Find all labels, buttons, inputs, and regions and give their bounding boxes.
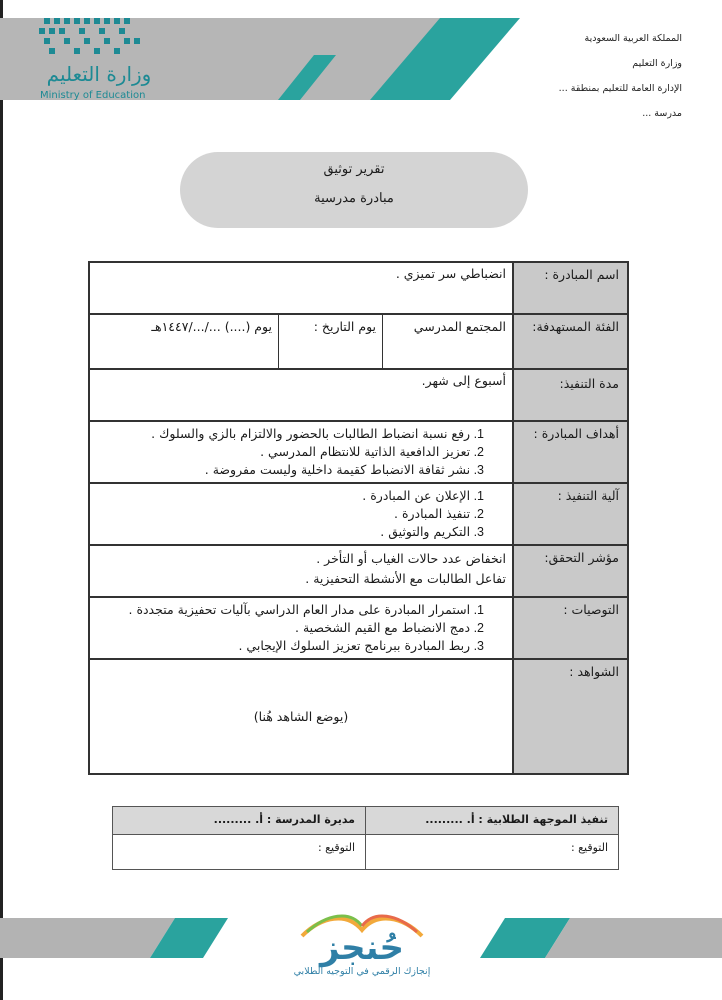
org-line-school: مدرسة ... <box>642 108 682 119</box>
initiative-name-value[interactable]: انضباطي سر تميزي . <box>395 266 506 281</box>
row-target-date <box>90 315 627 370</box>
goal-item: نشر ثقافة الانضباط كقيمة داخلية وليست مفروضة . <box>204 462 471 477</box>
counselor-sign-field[interactable]: التوقيع : <box>570 841 608 854</box>
mechanism-label: آلية التنفيذ : <box>512 484 627 544</box>
evidence-placeholder: (يوضع الشاهد هُنا) <box>253 709 349 724</box>
signature-table <box>112 806 619 870</box>
brand-logo <box>262 908 462 988</box>
indicator-label: مؤشر التحقق: <box>512 546 627 596</box>
evidence-label: الشواهد : <box>512 660 627 773</box>
duration-value[interactable]: أسبوع إلى شهر. <box>421 373 506 388</box>
org-line-country: المملكة العربية السعودية <box>584 33 682 44</box>
recommendations-value[interactable] <box>90 598 512 658</box>
brand-name: حُنجز <box>319 928 405 968</box>
mechanism-item: الإعلان عن المبادرة . <box>362 488 471 503</box>
initiative-name-label: اسم المبادرة : <box>512 263 627 313</box>
row-initiative-name <box>90 263 627 315</box>
goal-item: تعزيز الدافعية الذاتية للانتظام المدرسي . <box>260 444 471 459</box>
report-title <box>180 152 528 228</box>
row-goals <box>90 422 627 484</box>
target-value[interactable]: المجتمع المدرسي <box>382 315 512 368</box>
mechanism-item: التكريم والتوثيق . <box>380 524 471 539</box>
mechanism-item: تنفيذ المبادرة . <box>394 506 471 521</box>
initiative-table <box>88 261 629 775</box>
date-label: يوم التاريخ : <box>278 315 382 368</box>
ministry-name-english: Ministry of Education <box>40 90 146 101</box>
date-value[interactable]: يوم (....) .../.../١٤٤٧هـ <box>151 319 272 334</box>
recommendations-label: التوصيات : <box>512 598 627 658</box>
title-line-1: تقرير توثيق <box>323 162 385 177</box>
recommendation-item: استمرار المبادرة على مدار العام الدراسي بآليات تحفيزية متجددة . <box>128 602 471 617</box>
goals-value[interactable] <box>90 422 512 482</box>
org-line-directorate: الإدارة العامة للتعليم بمنطقة ... <box>558 83 682 94</box>
row-mechanism <box>90 484 627 546</box>
brand-tagline: إنجازك الرقمي في التوجيه الطلابي <box>293 966 431 977</box>
row-indicator <box>90 546 627 598</box>
goal-item: رفع نسبة انضباط الطالبات بالحضور والالتزام بالزي والسلوك . <box>151 426 471 441</box>
indicator-item: تفاعل الطالبات مع الأنشطة التحفيزية . <box>305 571 506 586</box>
ministry-logo-dots-icon <box>34 14 164 60</box>
mechanism-list <box>96 487 506 541</box>
ministry-name-arabic: وزارة التعليم <box>46 62 152 86</box>
indicator-item: انخفاض عدد حالات الغياب أو التأخر . <box>316 551 506 566</box>
ministry-logo <box>34 14 164 104</box>
duration-label: مدة التنفيذ: <box>512 370 627 420</box>
row-recommendations <box>90 598 627 660</box>
recommendation-item: ربط المبادرة ببرنامج تعزيز السلوك الإيجابي . <box>238 638 471 653</box>
title-line-2: مبادرة مدرسية <box>314 191 394 206</box>
goals-label: أهداف المبادرة : <box>512 422 627 482</box>
page-edge <box>0 0 3 1000</box>
footer-gray-stripe-right <box>545 918 722 958</box>
row-evidence <box>90 660 627 773</box>
indicator-value[interactable] <box>90 546 512 596</box>
goals-list <box>96 425 506 479</box>
row-duration <box>90 370 627 422</box>
footer-gray-stripe-left <box>0 918 175 958</box>
counselor-label: تنفيذ الموجهة الطلابية : أ. ......... <box>366 807 618 835</box>
org-line-ministry: وزارة التعليم <box>632 58 682 69</box>
recommendations-list <box>96 601 506 655</box>
mechanism-value[interactable] <box>90 484 512 544</box>
principal-sign-field[interactable]: التوقيع : <box>317 841 355 854</box>
evidence-area[interactable] <box>90 660 512 773</box>
target-label: الفئة المستهدفة: <box>512 315 627 368</box>
organization-block <box>492 26 682 126</box>
principal-label: مديرة المدرسة : أ. ......... <box>113 807 365 835</box>
counselor-signature <box>365 807 618 869</box>
target-date-cells <box>90 315 512 368</box>
recommendation-item: دمج الانضباط مع القيم الشخصية . <box>295 620 471 635</box>
principal-signature <box>113 807 365 869</box>
